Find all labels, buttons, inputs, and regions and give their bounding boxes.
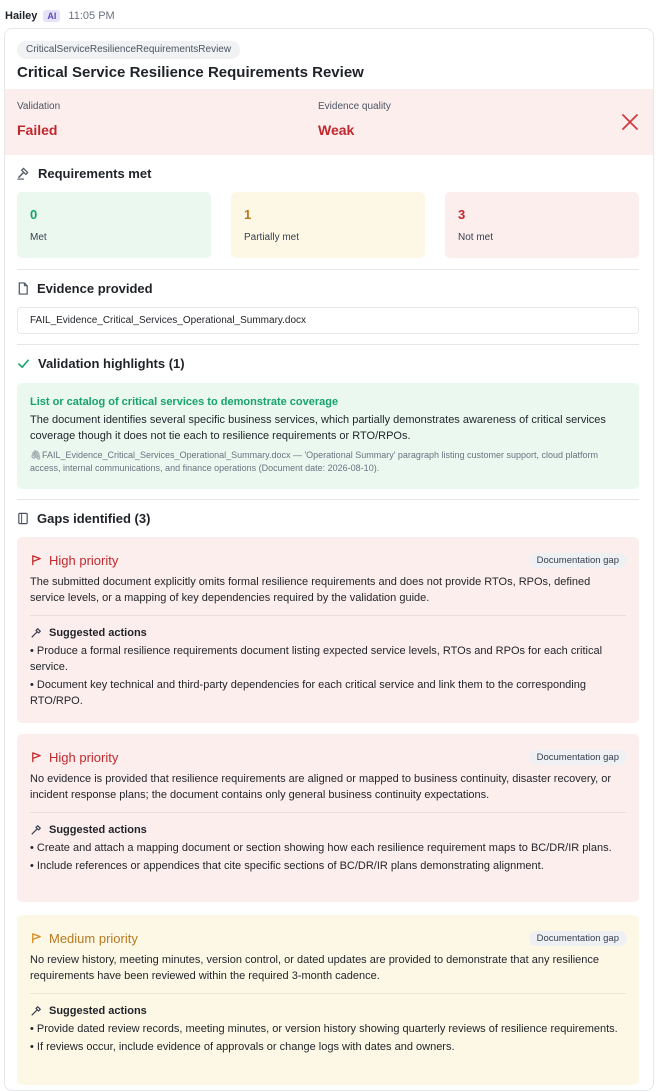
paperclip-icon: 🖇 xyxy=(30,450,42,460)
book-icon xyxy=(17,512,29,525)
message-header xyxy=(5,8,115,24)
gap-type-badge: Documentation gap xyxy=(529,553,627,568)
flag-priority-icon xyxy=(30,932,43,945)
evidence-quality-label: Evidence quality xyxy=(318,101,391,112)
suggested-actions-heading-text: Suggested actions xyxy=(49,824,147,836)
gap-type-badge: Documentation gap xyxy=(529,750,627,765)
suggested-actions-heading-text: Suggested actions xyxy=(49,627,147,639)
highlight-source xyxy=(30,449,626,475)
gap-type-badge: Documentation gap xyxy=(529,931,627,946)
gap-description: No evidence is provided that resilience requirements are aligned or mapped to business continuity, disaster recovery, or incident response plans; the document contains only general business continuity expectations. xyxy=(30,773,612,801)
not-met-count: 3 xyxy=(458,207,466,222)
flag-priority-icon xyxy=(30,751,43,764)
status-banner xyxy=(5,89,654,155)
highlight-body: The document identifies several specific business services, which partially demonstrates awareness of critical services coverage though it does not tie each to resilience requirements or RTO/RPOs. xyxy=(30,414,606,442)
gap-item xyxy=(17,734,639,902)
actions-list xyxy=(30,1021,626,1055)
partially-met-label: Partially met xyxy=(244,232,300,243)
evidence-quality-status xyxy=(318,101,391,138)
gap-description: No review history, meeting minutes, version control, or dated updates are provided to demonstrate that any resilience requirements have been reviewed within the required 3-month cadence. xyxy=(30,954,600,982)
flag-priority-icon xyxy=(30,554,43,567)
divider xyxy=(17,269,639,270)
actions-list xyxy=(30,643,626,709)
validation-value: Failed xyxy=(17,122,58,138)
met-count-box xyxy=(17,192,211,258)
tools-icon xyxy=(30,1005,42,1017)
requirements-heading-text: Requirements met xyxy=(38,166,152,181)
gavel-icon xyxy=(17,167,30,180)
partially-met-count: 1 xyxy=(244,207,252,222)
gaps-heading-text: Gaps identified (3) xyxy=(37,511,151,526)
action-item: • If reviews occur, include evidence of approvals or change logs with dates and owners. xyxy=(30,1041,455,1053)
action-item: • Create and attach a mapping document or section showing how each resilience requirement maps to BC/DR/IR plans. xyxy=(30,842,612,854)
highlight-item xyxy=(17,383,639,489)
highlight-title: List or catalog of critical services to demonstrate coverage xyxy=(30,396,339,408)
divider xyxy=(17,499,639,500)
highlight-source-text: FAIL_Evidence_Critical_Services_Operational_Summary.docx — 'Operational Summary' paragraph listing customer support, cloud platform access, internal communications, and finance operations (Document date: 2026-08-10). xyxy=(30,450,599,473)
validation-status xyxy=(17,101,60,138)
not-met-count-box xyxy=(445,192,639,258)
review-card xyxy=(4,28,654,1091)
author-name[interactable]: Hailey xyxy=(5,10,38,22)
gap-priority-text: High priority xyxy=(49,749,119,765)
tools-icon xyxy=(30,824,42,836)
suggested-actions-heading xyxy=(30,627,626,639)
evidence-quality-value: Weak xyxy=(318,122,355,138)
gap-item xyxy=(17,915,639,1085)
evidence-heading xyxy=(17,281,153,296)
tools-icon xyxy=(30,627,42,639)
message-timestamp: 11:05 PM xyxy=(68,10,115,22)
action-item: • Include references or appendices that cite specific sections of BC/DR/IR plans demonstrating alignment. xyxy=(30,860,544,872)
met-label: Met xyxy=(30,232,47,243)
action-item: • Document key technical and third-party dependencies for each critical service and link them to the corresponding RTO/RPO. xyxy=(30,679,586,707)
suggested-actions-heading-text: Suggested actions xyxy=(49,1005,147,1017)
suggested-actions-heading xyxy=(30,824,626,836)
actions-list xyxy=(30,840,626,874)
gap-description: The submitted document explicitly omits formal resilience requirements and does not provide RTOs, RPOs, defined service levels, or a mapping of key dependencies required by the validation guide. xyxy=(30,576,591,604)
partially-met-count-box xyxy=(231,192,425,258)
requirements-heading xyxy=(17,166,151,181)
evidence-file[interactable]: FAIL_Evidence_Critical_Services_Operational_Summary.docx xyxy=(17,307,639,334)
action-item: • Provide dated review records, meeting minutes, or version history showing quarterly reviews of resilience requirements. xyxy=(30,1023,618,1035)
gaps-heading xyxy=(17,511,150,526)
close-icon xyxy=(621,113,639,131)
gap-separator xyxy=(30,615,626,616)
requirements-counts xyxy=(17,192,639,258)
gap-separator xyxy=(30,993,626,994)
gap-priority-text: High priority xyxy=(49,552,119,568)
ai-badge: AI xyxy=(43,10,60,22)
action-item: • Produce a formal resilience requirements document listing expected service levels, RTOs and RPOs for each critical service. xyxy=(30,645,603,673)
not-met-label: Not met xyxy=(458,232,494,243)
highlights-heading-text: Validation highlights (1) xyxy=(38,356,185,371)
validation-label: Validation xyxy=(17,101,61,112)
highlights-heading xyxy=(17,356,185,371)
gap-priority-text: Medium priority xyxy=(49,930,138,946)
gap-separator xyxy=(30,812,626,813)
met-count: 0 xyxy=(30,207,38,222)
check-icon xyxy=(17,357,30,370)
gap-item xyxy=(17,537,639,723)
review-title: Critical Service Resilience Requirements Review xyxy=(17,64,364,81)
suggested-actions-heading xyxy=(30,1005,626,1017)
evidence-heading-text: Evidence provided xyxy=(37,281,153,296)
divider xyxy=(17,344,639,345)
document-icon xyxy=(17,282,29,295)
review-slug-chip: CriticalServiceResilienceRequirementsReview xyxy=(17,41,240,59)
